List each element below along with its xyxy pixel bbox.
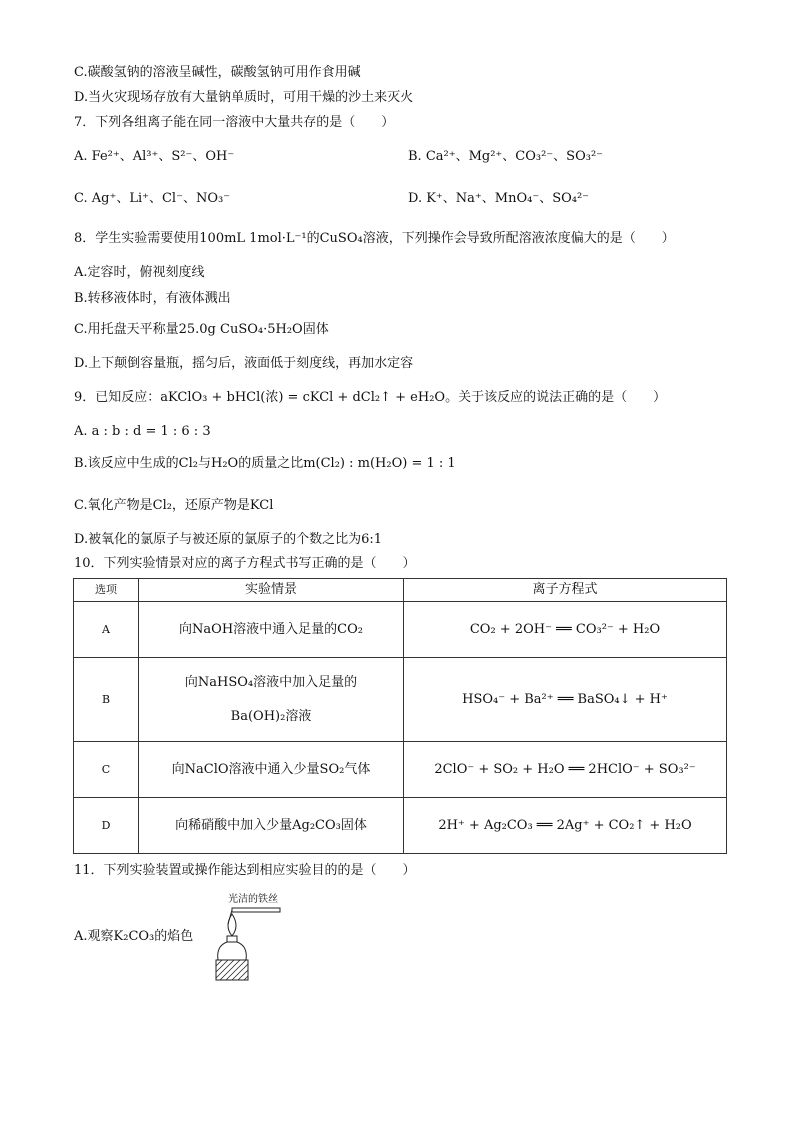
option-d-line: D.当火灾现场存放有大量钠单质时，可用干燥的沙土来灭火 <box>74 90 414 105</box>
q9-option-a: A. a : b : d = 1 : 6 : 3 <box>74 424 211 439</box>
row-scene: 向NaClO溶液中通入少量SO₂气体 <box>139 742 404 798</box>
table-row <box>74 798 727 854</box>
q7-option-b: B. Ca²⁺、Mg²⁺、CO₃²⁻、SO₃²⁻ <box>408 149 604 164</box>
row-scene-line-2: Ba(OH)₂溶液 <box>230 708 312 724</box>
row-option: C <box>74 742 139 798</box>
alcohol-lamp-icon <box>210 900 290 990</box>
q11-option-a: A.观察K₂CO₃的焰色 <box>74 929 194 944</box>
q8-option-b: B.转移液体时，有液体溅出 <box>74 291 231 306</box>
row-equation: 2H⁺ + Ag₂CO₃ ══ 2Ag⁺ + CO₂↑ + H₂O <box>404 798 727 854</box>
row-option: D <box>74 798 139 854</box>
q7-option-c: C. Ag⁺、Li⁺、Cl⁻、NO₃⁻ <box>74 191 231 206</box>
header-equation: 离子方程式 <box>404 579 727 602</box>
table-row <box>74 602 727 658</box>
q9-option-d: D.被氧化的氯原子与被还原的氯原子的个数之比为6:1 <box>74 532 383 547</box>
row-scene-line-1: 向NaHSO₄溶液中加入足量的 <box>184 674 358 690</box>
q8-option-a: A.定容时，俯视刻度线 <box>74 265 205 280</box>
q7-option-a: A. Fe²⁺、Al³⁺、S²⁻、OH⁻ <box>74 149 235 164</box>
q7-option-d: D. K⁺、Na⁺、MnO₄⁻、SO₄²⁻ <box>408 191 590 206</box>
table-row <box>74 742 727 798</box>
figure-label: 光洁的铁丝 <box>228 894 278 905</box>
question-10: 10．下列实验情景对应的离子方程式书写正确的是（ ） <box>74 556 416 571</box>
question-11: 11．下列实验装置或操作能达到相应实验目的的是（ ） <box>74 863 416 878</box>
header-scene: 实验情景 <box>139 579 404 602</box>
reaction-table <box>73 578 727 854</box>
q8-option-d: D.上下颠倒容量瓶，摇匀后，液面低于刻度线，再加水定容 <box>74 356 414 371</box>
header-option: 选项 <box>74 579 139 602</box>
row-option: B <box>74 658 139 742</box>
row-option: A <box>74 602 139 658</box>
question-8: 8．学生实验需要使用100mL 1mol·L⁻¹的CuSO₄溶液，下列操作会导致所配溶液浓度偏大的是（ ） <box>74 231 675 246</box>
row-scene <box>139 658 404 742</box>
row-scene: 向稀硝酸中加入少量Ag₂CO₃固体 <box>139 798 404 854</box>
row-scene: 向NaOH溶液中通入足量的CO₂ <box>139 602 404 658</box>
row-equation: HSO₄⁻ + Ba²⁺ ══ BaSO₄↓ + H⁺ <box>404 658 727 742</box>
q9-option-c: C.氧化产物是Cl₂，还原产物是KCl <box>74 498 274 513</box>
q8-option-c: C.用托盘天平称量25.0g CuSO₄·5H₂O固体 <box>74 322 329 337</box>
q9-option-b: B.该反应中生成的Cl₂与H₂O的质量之比m(Cl₂) : m(H₂O) = 1 : 1 <box>74 456 456 471</box>
table-header-row <box>74 579 727 602</box>
table-row <box>74 658 727 742</box>
question-7: 7．下列各组离子能在同一溶液中大量共存的是（ ） <box>74 115 395 130</box>
row-equation: 2ClO⁻ + SO₂ + H₂O ══ 2HClO⁻ + SO₃²⁻ <box>404 742 727 798</box>
option-c-line: C.碳酸氢钠的溶液呈碱性，碳酸氢钠可用作食用碱 <box>74 65 361 80</box>
question-9: 9．已知反应：aKClO₃ + bHCl(浓) = cKCl + dCl₂↑ + eH₂O。关于该反应的说法正确的是（ ） <box>74 390 667 405</box>
row-equation: CO₂ + 2OH⁻ ══ CO₃²⁻ + H₂O <box>404 602 727 658</box>
